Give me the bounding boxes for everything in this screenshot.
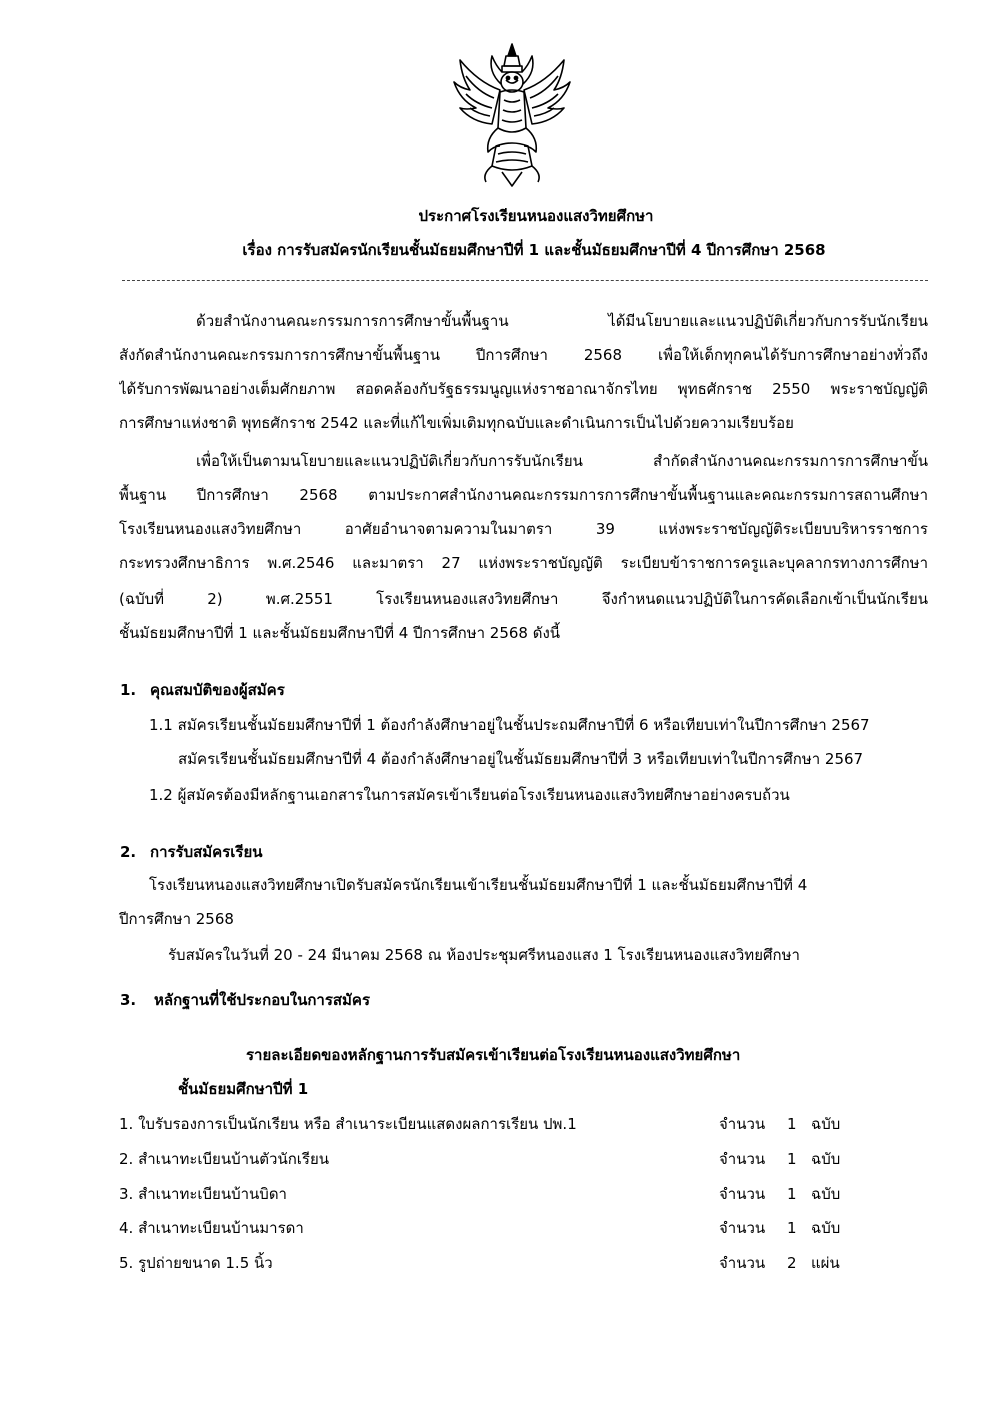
section-2-number: 2. (120, 843, 137, 861)
document-unit: ฉบับ (811, 1115, 841, 1133)
section-1-item-2: 1.2 ผู้สมัครต้องมีหลักฐานเอกสารในการสมัครเข้าเรียนต่อโรงเรียนหนองแสงวิทยศึกษาอย่างครบถ้วน (149, 786, 790, 804)
document-qty-label: จำนวน (719, 1254, 766, 1272)
document-qty: 1 (787, 1219, 797, 1237)
intro-p2-line-5: (ฉบับที่ 2) พ.ศ.2551 โรงเรียนหนองแสงวิทยศึกษา จึงกำหนดแนวปฏิบัติในการคัดเลือกเข้าเป็นนักเรียน (119, 590, 928, 608)
intro-p2-line-1: เพื่อให้เป็นตามนโยบายและแนวปฏิบัติเกี่ยวกับการรับนักเรียน สำกัดสำนักงานคณะกรรมการการศึกษาขั้น (196, 452, 928, 470)
documents-heading: รายละเอียดของหลักฐานการรับสมัครเข้าเรียนต่อโรงเรียนหนองแสงวิทยศึกษา (246, 1046, 741, 1064)
intro-p2-line-6: ชั้นมัธยมศึกษาปีที่ 1 และชั้นมัธยมศึกษาปีที่ 4 ปีการศึกษา 2568 ดังนี้ (119, 624, 561, 642)
document-name: 1. ใบรับรองการเป็นนักเรียน หรือ สำเนาระเบียนแสดงผลการเรียน ปพ.1 (119, 1115, 577, 1133)
document-name: 3. สำเนาทะเบียนบ้านบิดา (119, 1185, 287, 1203)
section-1-item-1-m1: 1.1 สมัครเรียนชั้นมัธยมศึกษาปีที่ 1 ต้องกำลังศึกษาอยู่ในชั้นประถมศึกษาปีที่ 6 หรือเทียบเท่าในปีการศึกษา 2567 (149, 716, 870, 734)
document-qty: 1 (787, 1115, 797, 1133)
intro-p2-line-4: กระทรวงศึกษาธิการ พ.ศ.2546 และมาตรา 27 แห่งพระราชบัญญัติ ระเบียบข้าราชการครูและบุคลากรทางการศึกษา (119, 554, 928, 572)
intro-p1-line-1: ด้วยสำนักงานคณะกรรมการการศึกษาขั้นพื้นฐาน ได้มีนโยบายและแนวปฏิบัติเกี่ยวกับการรับนักเรียน (196, 312, 928, 330)
section-2-line-3: รับสมัครในวันที่ 20 - 24 มีนาคม 2568 ณ ห้องประชุมศรีหนองแสง 1 โรงเรียนหนองแสงวิทยศึกษา (168, 946, 800, 964)
announcement-title: ประกาศโรงเรียนหนองแสงวิทยศึกษา (418, 207, 654, 225)
garuda-emblem (452, 42, 572, 188)
document-name: 2. สำเนาทะเบียนบ้านตัวนักเรียน (119, 1150, 330, 1168)
section-2-line-1: โรงเรียนหนองแสงวิทยศึกษาเปิดรับสมัครนักเรียนเข้าเรียนชั้นมัธยมศึกษาปีที่ 1 และชั้นมัธยมศึกษาปีที่ 4 (149, 876, 808, 894)
section-1-number: 1. (120, 681, 137, 699)
section-2-line-2: ปีการศึกษา 2568 (119, 910, 234, 928)
document-qty-label: จำนวน (719, 1185, 766, 1203)
document-qty-label: จำนวน (719, 1115, 766, 1133)
intro-p1-line-2: สังกัดสำนักงานคณะกรรมการการศึกษาขั้นพื้นฐาน ปีการศึกษา 2568 เพื่อให้เด็กทุกคนได้รับการศึกษาอย่างทั่วถึง (119, 346, 928, 364)
document-unit: ฉบับ (811, 1219, 841, 1237)
intro-p2-line-3: โรงเรียนหนองแสงวิทยศึกษา อาศัยอำนาจตามความในมาตรา 39 แห่งพระราชบัญญัติระเบียบบริหารราชการ (119, 520, 928, 538)
grade-label: ชั้นมัธยมศึกษาปีที่ 1 (178, 1080, 309, 1098)
document-row (119, 1182, 859, 1206)
document-qty: 1 (787, 1150, 797, 1168)
document-row (119, 1251, 859, 1275)
section-1-item-1-m4: สมัครเรียนชั้นมัธยมศึกษาปีที่ 4 ต้องกำลังศึกษาอยู่ในชั้นมัธยมศึกษาปีที่ 3 หรือเทียบเท่าในปีการศึกษา 2567 (178, 750, 864, 768)
intro-p1-line-3: ได้รับการพัฒนาอย่างเต็มศักยภาพ สอดคล้องกับรัฐธรรมนูญแห่งราชอาณาจักรไทย พุทธศักราช 2550 พระราชบัญญัติ (119, 380, 928, 398)
announcement-subject: เรื่อง การรับสมัครนักเรียนชั้นมัธยมศึกษาปีที่ 1 และชั้นมัธยมศึกษาปีที่ 4 ปีการศึกษา 2568 (242, 241, 826, 259)
document-row (119, 1216, 859, 1240)
section-1-title: คุณสมบัติของผู้สมัคร (150, 681, 285, 699)
section-3-number: 3. (120, 991, 137, 1009)
section-2-title: การรับสมัครเรียน (150, 843, 263, 861)
document-unit: แผ่น (811, 1254, 840, 1272)
intro-p1-line-4: การศึกษาแห่งชาติ พุทธศักราช 2542 และที่แก้ไขเพิ่มเติมทุกฉบับและดำเนินการเป็นไปด้วยความเรียบร้อย (119, 414, 794, 432)
document-qty-label: จำนวน (719, 1150, 766, 1168)
section-3-title: หลักฐานที่ใช้ประกอบในการสมัคร (154, 991, 371, 1009)
document-qty: 2 (787, 1254, 797, 1272)
dashed-divider (122, 280, 928, 281)
document-name: 5. รูปถ่ายขนาด 1.5 นิ้ว (119, 1254, 273, 1272)
document-unit: ฉบับ (811, 1150, 841, 1168)
document-name: 4. สำเนาทะเบียนบ้านมารดา (119, 1219, 304, 1237)
document-unit: ฉบับ (811, 1185, 841, 1203)
document-qty-label: จำนวน (719, 1219, 766, 1237)
document-row (119, 1147, 859, 1171)
document-qty: 1 (787, 1185, 797, 1203)
document-row (119, 1112, 859, 1136)
intro-p2-line-2: พื้นฐาน ปีการศึกษา 2568 ตามประกาศสำนักงานคณะกรรมการการศึกษาขั้นพื้นฐานและคณะกรรมการสถานศึกษา (119, 486, 928, 504)
